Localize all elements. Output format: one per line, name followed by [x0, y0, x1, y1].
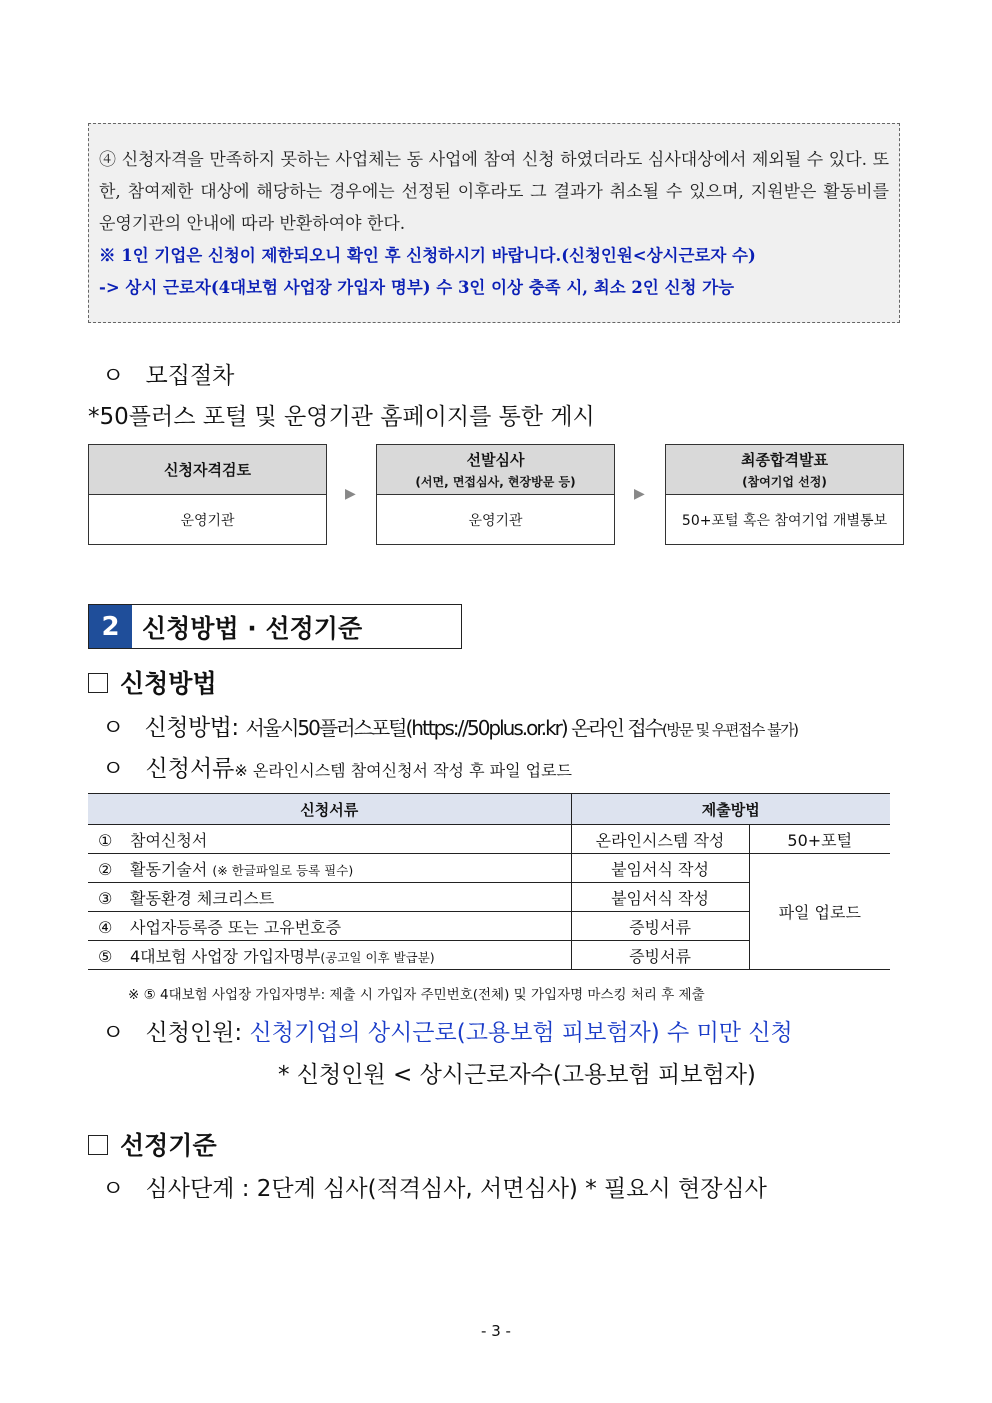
- notice-box: [88, 123, 900, 323]
- checkbox-square-icon: [88, 1135, 108, 1155]
- step-owner: 운영기관: [468, 512, 523, 529]
- process-step-1: [88, 444, 327, 545]
- apply-people-value: 신청기업의 상시근로(고용보험 피보험자) 수 미만 신청: [249, 1020, 793, 1046]
- process-step-2: [376, 444, 615, 545]
- step-title-box: [89, 445, 326, 495]
- table-header-row: [88, 794, 890, 825]
- process-step-3: [665, 444, 904, 545]
- step-owner: 운영기관: [180, 512, 235, 529]
- method-cell: 붙임서식 작성: [571, 883, 749, 912]
- section-number: 2: [89, 605, 132, 648]
- step-title: 신청자격검토: [164, 461, 251, 479]
- criteria-stage: 심사단계 : 2단계 심사(적격심사, 서면심사) * 필요시 현장심사: [145, 1176, 767, 1202]
- step-subtitle: (서면, 면접심사, 현장방문 등): [415, 475, 576, 489]
- apply-docs-line: [102, 750, 572, 783]
- apply-docs-label: 신청서류: [145, 756, 235, 782]
- step-title: 선발심사: [466, 451, 525, 469]
- row-number: ③: [98, 888, 113, 908]
- apply-people-label: 신청인원:: [145, 1020, 243, 1046]
- doc-name: 활동기술서: [130, 859, 213, 879]
- checkbox-square-icon: [88, 673, 108, 693]
- doc-note: (※ 한글파일로 등록 필수): [212, 862, 354, 878]
- doc-note: (공고일 이후 발급분): [320, 949, 435, 965]
- doc-cell: [88, 854, 571, 883]
- doc-cell: [88, 941, 571, 970]
- apply-people-sub: * 신청인원 < 상시근로자수(고용보험 피보험자): [278, 1062, 756, 1088]
- step-owner: 50+포털 혹은 참여기업 개별통보: [681, 512, 888, 529]
- row-number: ②: [98, 859, 113, 879]
- step-title-box: [666, 445, 903, 495]
- doc-name: 참여신청서: [130, 830, 208, 850]
- criteria-heading: [88, 1126, 217, 1162]
- bullet: ㅇ: [102, 1176, 125, 1202]
- column-header: 신청서류: [88, 794, 571, 825]
- recruit-heading: [102, 357, 234, 390]
- arrow-right-icon: ▶: [634, 486, 645, 502]
- method-cell: 온라인시스템 작성: [571, 825, 749, 854]
- apply-people-line: [102, 1014, 793, 1047]
- recruit-sub: *50플러스 포털 및 운영기관 홈페이지를 통한 게시: [88, 404, 595, 430]
- doc-cell: [88, 883, 571, 912]
- criteria-heading-text: 선정기준: [120, 1131, 217, 1160]
- channel-cell: 파일 업로드: [749, 854, 890, 970]
- apply-method-label: 신청방법:: [144, 715, 239, 741]
- doc-name: 사업자등록증 또는 고유번호증: [130, 917, 342, 937]
- column-header: 제출방법: [571, 794, 890, 825]
- arrow-right-icon: ▶: [345, 486, 356, 502]
- notice-text: ④ 신청자격을 만족하지 못하는 사업체는 동 사업에 참여 신청 하였더라도 심사대상에서 제외될 수 있다. 또한, 참여제한 대상에 해당하는 경우에는 선정된 이후라도 그 결과가 취소될 수 있으며, 지원받은 활동비를 운영기관의 안내에 따라 반환하여야 한다.: [99, 150, 889, 234]
- channel-cell: 50+포털: [749, 825, 890, 854]
- method-cell: 증빙서류: [571, 912, 749, 941]
- row-number: ⑤: [98, 946, 113, 966]
- documents-table: [88, 793, 890, 970]
- doc-cell: [88, 912, 571, 941]
- apply-heading-text: 신청방법: [120, 669, 217, 698]
- step-title: 최종합격발표: [741, 451, 828, 469]
- page-number: - 3 -: [481, 1322, 511, 1340]
- bullet: ㅇ: [102, 756, 125, 782]
- apply-method-value: 서울시50플러스포털(https://50plus.or.kr) 온라인 접수: [245, 716, 663, 740]
- doc-name: 활동환경 체크리스트: [130, 888, 275, 908]
- row-number: ①: [98, 830, 113, 850]
- method-cell: 붙임서식 작성: [571, 854, 749, 883]
- bullet: ㅇ: [102, 363, 125, 389]
- bullet: ㅇ: [102, 715, 124, 741]
- step-title-box: [377, 445, 614, 495]
- bullet: ㅇ: [102, 1020, 125, 1046]
- apply-docs-note: ※ 온라인시스템 참여신청서 작성 후 파일 업로드: [234, 761, 572, 780]
- doc-name: 4대보험 사업장 가입자명부: [130, 946, 321, 966]
- section-header: [88, 604, 462, 649]
- recruit-title: 모집절차: [145, 363, 235, 389]
- apply-method-note: (방문 및 우편접수 불가): [662, 721, 798, 739]
- apply-method-line: [102, 709, 797, 742]
- row-number: ④: [98, 917, 113, 937]
- notice-warning-detail: -> 상시 근로자(4대보험 사업장 가입자 명부) 수 3인 이상 충족 시, 최소 2인 신청 가능: [99, 278, 735, 297]
- doc-cell: [88, 825, 571, 854]
- apply-heading: [88, 664, 217, 700]
- step-subtitle: (참여기업 선정): [742, 475, 827, 489]
- section-title: 신청방법 · 선정기준: [142, 613, 363, 643]
- table-row: [88, 854, 890, 883]
- method-cell: 증빙서류: [571, 941, 749, 970]
- table-row: [88, 825, 890, 854]
- notice-warning: ※ 1인 기업은 신청이 제한되오니 확인 후 신청하시기 바랍니다.(신청인원<상시근로자 수): [99, 246, 756, 265]
- criteria-stage-line: [102, 1170, 767, 1203]
- table-footnote: ※ ⑤ 4대보험 사업장 가입자명부: 제출 시 가입자 주민번호(전체) 및 가입자명 마스킹 처리 후 제출: [128, 987, 705, 1003]
